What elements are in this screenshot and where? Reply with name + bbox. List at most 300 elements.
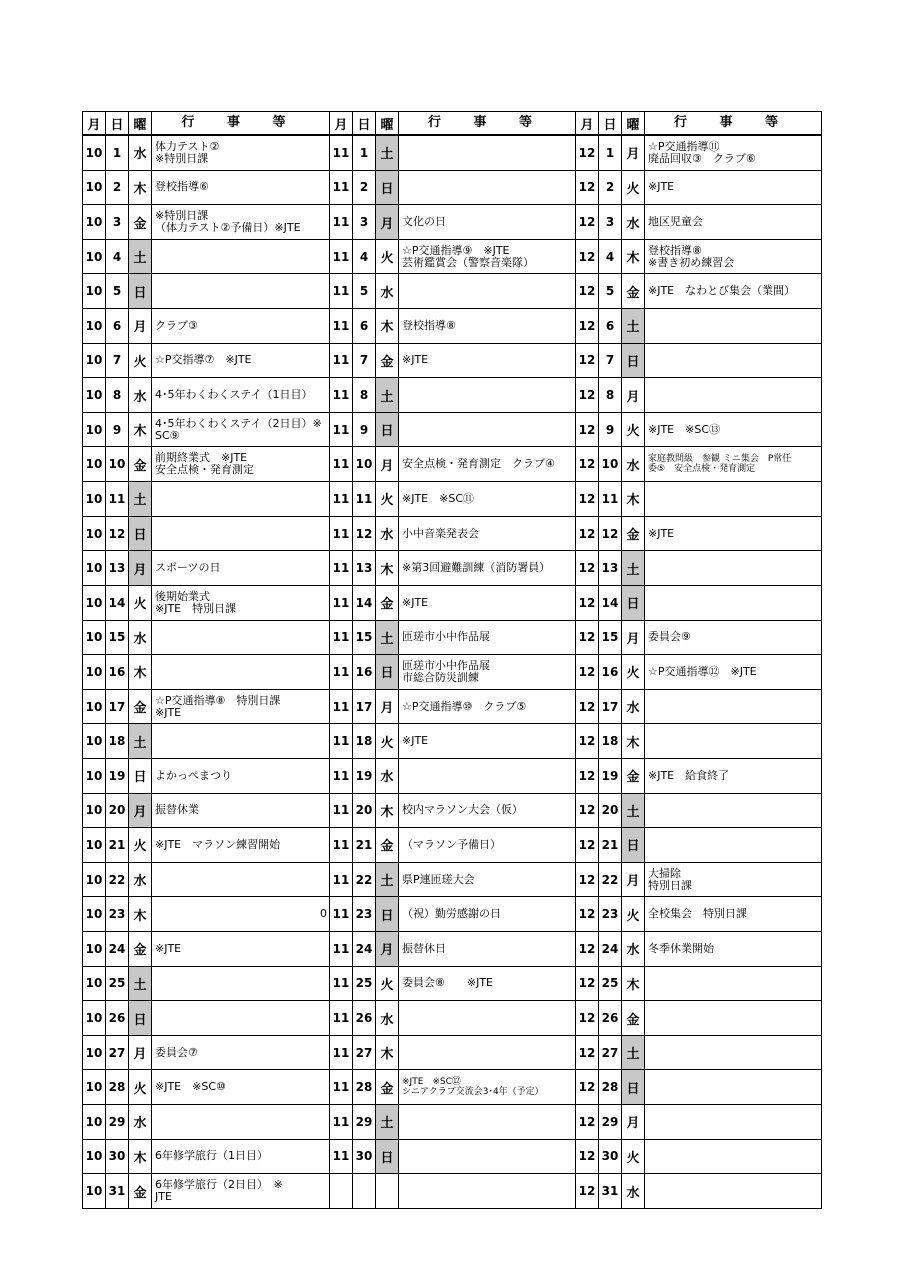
header-day: 日: [353, 112, 376, 134]
weekday-cell: 水: [129, 136, 152, 170]
weekday-cell: 金: [622, 759, 645, 793]
weekday-cell: 土: [622, 794, 645, 828]
table-row: [330, 135, 575, 170]
weekday-cell: 土: [376, 1105, 399, 1139]
month-cell: 12: [576, 932, 599, 966]
month-cell: 11: [330, 1001, 353, 1035]
header-row: [83, 112, 329, 135]
weekday-cell: 木: [129, 1140, 152, 1174]
event-cell: [645, 828, 821, 862]
month-cell: 11: [330, 967, 353, 1001]
event-cell: 地区児童会: [648, 215, 703, 229]
weekday-cell: 火: [622, 1140, 645, 1174]
day-cell: 5: [353, 274, 376, 308]
month-cell: 10: [83, 828, 106, 862]
day-cell: 12: [106, 517, 129, 551]
day-cell: 14: [106, 586, 129, 620]
table-row: [330, 758, 575, 793]
weekday-cell: 月: [129, 551, 152, 585]
month-cell: 10: [83, 932, 106, 966]
month-cell: 10: [83, 240, 106, 274]
weekday-cell: 月: [622, 378, 645, 412]
event-cell: ※JTE ※SC⑬: [648, 422, 721, 436]
day-cell: 4: [353, 240, 376, 274]
weekday-cell: 日: [622, 828, 645, 862]
event-cell: [152, 1001, 329, 1035]
event-cell: [152, 897, 329, 931]
month-cell: 12: [576, 967, 599, 1001]
table-row: [330, 620, 575, 655]
month-cell: 10: [83, 1140, 106, 1174]
weekday-cell: 火: [622, 413, 645, 447]
day-cell: 21: [599, 828, 622, 862]
month-cell: 11: [330, 551, 353, 585]
weekday-cell: 土: [129, 482, 152, 516]
weekday-cell: 土: [622, 309, 645, 343]
month-cell: 10: [83, 136, 106, 170]
event-cell: （祝）勤労感謝の日: [402, 907, 501, 921]
day-cell: 6: [353, 309, 376, 343]
day-cell: 9: [599, 413, 622, 447]
event-cell: 4･5年わくわくステイ（1日目）: [155, 388, 313, 402]
day-cell: 25: [106, 967, 129, 1001]
table-row: [576, 931, 821, 966]
weekday-cell: 土: [129, 240, 152, 274]
weekday-cell: 金: [129, 205, 152, 239]
table-row: [576, 550, 821, 585]
table-row: [576, 966, 821, 1001]
month-block: [575, 112, 821, 1208]
month-cell: 12: [576, 482, 599, 516]
month-cell: 12: [576, 759, 599, 793]
table-row: [330, 1173, 575, 1208]
table-row: [576, 1069, 821, 1104]
day-cell: 30: [106, 1140, 129, 1174]
table-row: [83, 273, 329, 308]
table-row: [83, 1139, 329, 1174]
weekday-cell: 木: [376, 551, 399, 585]
day-cell: 1: [106, 136, 129, 170]
event-cell: [399, 1140, 575, 1174]
weekday-cell: 火: [129, 344, 152, 378]
weekday-cell: 木: [129, 413, 152, 447]
table-row: [330, 170, 575, 205]
header-row: [576, 112, 821, 135]
day-cell: 31: [106, 1174, 129, 1208]
event-cell: 体力テスト② ※特別日課: [155, 139, 220, 165]
day-cell: 16: [106, 655, 129, 689]
month-cell: 10: [83, 759, 106, 793]
table-row: [83, 343, 329, 378]
event-cell: 全校集会 特別日課: [648, 907, 747, 921]
day-cell: 4: [106, 240, 129, 274]
weekday-cell: 水: [622, 205, 645, 239]
event-cell: [645, 690, 821, 724]
table-row: [83, 689, 329, 724]
weekday-cell: 火: [622, 655, 645, 689]
table-row: [576, 1104, 821, 1139]
event-cell: 前期終業式 ※JTE 安全点検・発育測定: [155, 451, 254, 477]
weekday-cell: 水: [376, 517, 399, 551]
table-row: [83, 758, 329, 793]
day-cell: 23: [106, 897, 129, 931]
table-row: [330, 377, 575, 412]
weekday-cell: 月: [376, 447, 399, 481]
weekday-cell: 月: [129, 309, 152, 343]
month-cell: 12: [576, 863, 599, 897]
day-cell: 5: [106, 274, 129, 308]
event-cell: [399, 1036, 575, 1070]
month-cell: 11: [330, 586, 353, 620]
month-cell: 12: [576, 551, 599, 585]
table-row: [83, 966, 329, 1001]
weekday-cell: 月: [129, 794, 152, 828]
weekday-cell: 木: [376, 309, 399, 343]
weekday-cell: 日: [376, 171, 399, 205]
day-cell: 7: [599, 344, 622, 378]
header-month: 月: [576, 112, 599, 134]
event-cell: [645, 1036, 821, 1070]
table-row: [83, 931, 329, 966]
table-row: [330, 1069, 575, 1104]
table-row: [83, 896, 329, 931]
weekday-cell: 水: [129, 378, 152, 412]
weekday-cell: 火: [622, 171, 645, 205]
table-row: [83, 412, 329, 447]
table-row: [330, 516, 575, 551]
month-cell: 12: [576, 1001, 599, 1035]
month-cell: 11: [330, 171, 353, 205]
month-cell: 10: [83, 724, 106, 758]
weekday-cell: 月: [376, 690, 399, 724]
table-row: [83, 793, 329, 828]
event-cell: 文化の日: [402, 215, 446, 229]
event-cell: 県P連匝瑳大会: [402, 872, 475, 886]
day-cell: 16: [599, 655, 622, 689]
table-row: [576, 1139, 821, 1174]
event-cell: ※JTE: [648, 526, 675, 540]
month-cell: 10: [83, 413, 106, 447]
day-cell: 8: [353, 378, 376, 412]
table-row: [576, 273, 821, 308]
weekday-cell: 金: [622, 517, 645, 551]
event-cell: スポーツの日: [155, 561, 221, 575]
month-cell: 12: [576, 1174, 599, 1208]
day-cell: 18: [599, 724, 622, 758]
month-cell: 10: [83, 517, 106, 551]
table-row: [330, 896, 575, 931]
event-cell: [399, 1174, 575, 1208]
month-cell: 10: [83, 897, 106, 931]
day-cell: 28: [106, 1070, 129, 1104]
table-row: [576, 1173, 821, 1208]
weekday-cell: 金: [376, 344, 399, 378]
month-cell: 10: [83, 378, 106, 412]
event-cell: [399, 759, 575, 793]
table-row: [330, 308, 575, 343]
cell-note: 0: [320, 907, 327, 921]
header-events: 行 事 等: [673, 115, 793, 130]
month-cell: 12: [576, 136, 599, 170]
header-month: 月: [330, 112, 353, 134]
event-cell: ☆P交通指導⑨ ※JTE 芸術鑑賞会（警察音楽隊）: [402, 243, 534, 269]
day-cell: 8: [599, 378, 622, 412]
table-row: [83, 585, 329, 620]
day-cell: 11: [106, 482, 129, 516]
event-cell: ☆P交通指導⑩ クラブ⑤: [402, 699, 527, 713]
day-cell: 13: [599, 551, 622, 585]
day-cell: 14: [599, 586, 622, 620]
table-row: [576, 689, 821, 724]
day-cell: 13: [353, 551, 376, 585]
weekday-cell: 土: [129, 967, 152, 1001]
day-cell: 2: [106, 171, 129, 205]
day-cell: 2: [599, 171, 622, 205]
month-cell: 11: [330, 413, 353, 447]
event-cell: [399, 413, 575, 447]
month-cell: 10: [83, 551, 106, 585]
day-cell: 20: [106, 794, 129, 828]
table-row: [83, 516, 329, 551]
weekday-cell: 火: [129, 1070, 152, 1104]
day-cell: 20: [599, 794, 622, 828]
weekday-cell: 火: [376, 482, 399, 516]
weekday-cell: 水: [376, 759, 399, 793]
event-cell: [152, 621, 329, 655]
day-cell: 17: [106, 690, 129, 724]
table-row: [576, 793, 821, 828]
day-cell: 25: [353, 967, 376, 1001]
day-cell: 24: [106, 932, 129, 966]
weekday-cell: 土: [129, 724, 152, 758]
day-cell: 18: [353, 724, 376, 758]
event-cell: [645, 1105, 821, 1139]
day-cell: 3: [353, 205, 376, 239]
weekday-cell: [376, 1174, 399, 1208]
table-row: [83, 308, 329, 343]
day-cell: 12: [599, 517, 622, 551]
day-cell: 8: [106, 378, 129, 412]
weekday-cell: 火: [376, 724, 399, 758]
weekday-cell: 月: [622, 1105, 645, 1139]
event-cell: [645, 378, 821, 412]
weekday-cell: 金: [129, 690, 152, 724]
table-row: [330, 723, 575, 758]
day-cell: 23: [599, 897, 622, 931]
event-cell: ☆P交指導⑦ ※JTE: [155, 353, 252, 367]
header-day: 日: [599, 112, 622, 134]
weekday-cell: 木: [622, 240, 645, 274]
table-row: [576, 204, 821, 239]
event-cell: クラブ③: [155, 318, 198, 332]
table-row: [83, 827, 329, 862]
table-row: [83, 1035, 329, 1070]
table-row: [576, 135, 821, 170]
weekday-cell: 月: [376, 932, 399, 966]
table-row: [330, 239, 575, 274]
table-row: [576, 862, 821, 897]
month-cell: 10: [83, 690, 106, 724]
month-cell: 11: [330, 1070, 353, 1104]
month-cell: 10: [83, 171, 106, 205]
weekday-cell: 日: [129, 517, 152, 551]
header-events: 行 事 等: [427, 115, 547, 130]
month-cell: 11: [330, 240, 353, 274]
event-cell: 後期始業式 ※JTE 特別日課: [155, 589, 237, 615]
event-cell: [152, 517, 329, 551]
day-cell: 14: [353, 586, 376, 620]
table-row: [576, 723, 821, 758]
weekday-cell: 木: [129, 171, 152, 205]
day-cell: 12: [353, 517, 376, 551]
schedule-table: [82, 111, 822, 1209]
table-row: [83, 1173, 329, 1208]
day-cell: 16: [353, 655, 376, 689]
month-cell: 11: [330, 136, 353, 170]
weekday-cell: 金: [129, 932, 152, 966]
day-cell: 21: [353, 828, 376, 862]
table-row: [83, 204, 329, 239]
day-cell: 9: [353, 413, 376, 447]
day-cell: 7: [106, 344, 129, 378]
header-weekday: 曜: [376, 112, 399, 134]
event-cell: ☆P交通指導⑫ ※JTE: [648, 664, 757, 678]
month-cell: 10: [83, 1036, 106, 1070]
table-row: [330, 793, 575, 828]
day-cell: 20: [353, 794, 376, 828]
day-cell: 11: [599, 482, 622, 516]
weekday-cell: 金: [376, 586, 399, 620]
header-weekday: 曜: [129, 112, 152, 134]
month-cell: 10: [83, 967, 106, 1001]
weekday-cell: 金: [129, 1174, 152, 1208]
table-row: [83, 239, 329, 274]
weekday-cell: 月: [376, 205, 399, 239]
header-month: 月: [83, 112, 106, 134]
day-cell: 9: [106, 413, 129, 447]
weekday-cell: 日: [376, 897, 399, 931]
month-cell: 10: [83, 655, 106, 689]
day-cell: 17: [353, 690, 376, 724]
event-cell: （マラソン予備日）: [402, 837, 501, 851]
event-cell: [399, 1001, 575, 1035]
table-row: [576, 827, 821, 862]
month-cell: 12: [576, 517, 599, 551]
event-cell: ☆P交通指導⑪ 廃品回収③ クラブ⑥: [648, 139, 756, 165]
day-cell: 25: [599, 967, 622, 1001]
event-cell: ※JTE ※SC⑫ シニアクラブ交流会3･4年（予定）: [402, 1077, 544, 1098]
table-row: [83, 1104, 329, 1139]
weekday-cell: 金: [622, 1001, 645, 1035]
month-cell: 11: [330, 932, 353, 966]
weekday-cell: 日: [622, 1070, 645, 1104]
weekday-cell: 木: [129, 655, 152, 689]
day-cell: 31: [599, 1174, 622, 1208]
month-cell: [330, 1174, 353, 1208]
day-cell: 19: [353, 759, 376, 793]
month-cell: 12: [576, 447, 599, 481]
weekday-cell: 水: [622, 932, 645, 966]
event-cell: 家庭教問級 参観 ミニ集会 P常任 委⑤ 安全点検・発育測定: [648, 454, 792, 475]
table-row: [83, 135, 329, 170]
month-cell: 10: [83, 1174, 106, 1208]
table-row: [330, 1104, 575, 1139]
event-cell: 委員会⑦: [155, 1045, 198, 1059]
table-row: [330, 343, 575, 378]
weekday-cell: 火: [129, 828, 152, 862]
event-cell: ※JTE: [402, 353, 429, 367]
month-cell: 10: [83, 274, 106, 308]
weekday-cell: 木: [376, 794, 399, 828]
weekday-cell: 金: [622, 274, 645, 308]
weekday-cell: 月: [622, 136, 645, 170]
event-cell: ※JTE: [402, 734, 429, 748]
weekday-cell: 火: [376, 240, 399, 274]
table-row: [330, 689, 575, 724]
table-row: [83, 446, 329, 481]
month-cell: 11: [330, 482, 353, 516]
event-cell: [645, 586, 821, 620]
month-cell: 12: [576, 794, 599, 828]
weekday-cell: 日: [376, 1140, 399, 1174]
table-row: [330, 1000, 575, 1035]
event-cell: ※JTE ※SC⑪: [402, 491, 475, 505]
day-cell: 10: [106, 447, 129, 481]
day-cell: 4: [599, 240, 622, 274]
event-cell: [399, 378, 575, 412]
day-cell: 22: [106, 863, 129, 897]
month-cell: 10: [83, 1070, 106, 1104]
event-cell: [645, 724, 821, 758]
day-cell: 22: [353, 863, 376, 897]
event-cell: 匝瑳市小中作品展 市総合防災訓練: [402, 658, 490, 684]
event-cell: [399, 136, 575, 170]
month-cell: 11: [330, 378, 353, 412]
day-cell: 13: [106, 551, 129, 585]
event-cell: 小中音楽発表会: [402, 526, 479, 540]
table-row: [330, 446, 575, 481]
month-cell: 12: [576, 586, 599, 620]
event-cell: ※JTE ※SC⑩: [155, 1080, 226, 1094]
event-cell: ☆P交通指導⑧ 特別日課 ※JTE: [155, 693, 281, 719]
event-cell: ※JTE: [648, 180, 675, 194]
event-cell: [152, 482, 329, 516]
table-row: [83, 1000, 329, 1035]
table-row: [83, 723, 329, 758]
weekday-cell: 土: [376, 863, 399, 897]
day-cell: 2: [353, 171, 376, 205]
event-cell: ※特別日課 （体力テスト②予備日）※JTE: [155, 209, 301, 235]
table-row: [330, 481, 575, 516]
weekday-cell: 水: [622, 1174, 645, 1208]
event-cell: 振替休業: [155, 803, 199, 817]
month-cell: 10: [83, 621, 106, 655]
event-cell: [645, 1174, 821, 1208]
event-cell: 6年修学旅行（1日目）: [155, 1149, 268, 1163]
event-cell: 校内マラソン大会（仮）: [402, 803, 523, 817]
weekday-cell: 水: [129, 1105, 152, 1139]
day-cell: 28: [353, 1070, 376, 1104]
table-row: [576, 343, 821, 378]
day-cell: 27: [353, 1036, 376, 1070]
table-row: [83, 377, 329, 412]
month-block: [329, 112, 575, 1208]
month-cell: 12: [576, 344, 599, 378]
event-cell: 6年修学旅行（2日目） ※ JTE: [155, 1178, 283, 1204]
event-cell: [152, 274, 329, 308]
month-cell: 10: [83, 1105, 106, 1139]
weekday-cell: 水: [622, 447, 645, 481]
